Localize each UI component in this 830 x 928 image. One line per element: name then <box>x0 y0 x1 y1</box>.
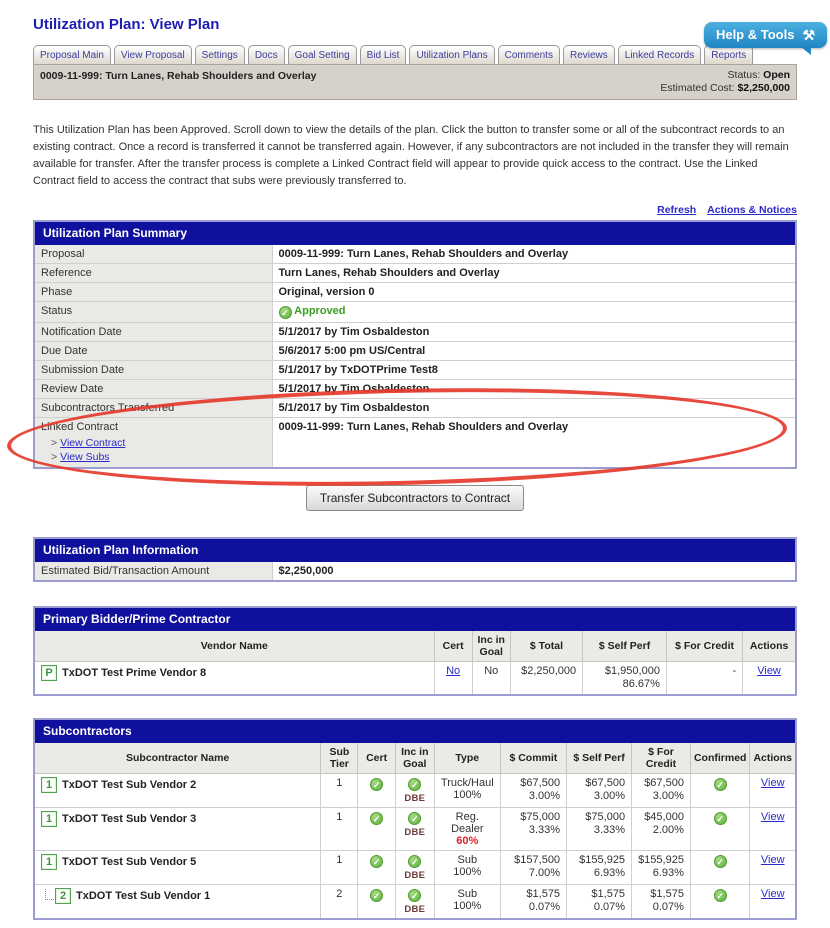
actions-notices-link[interactable]: Actions & Notices <box>707 204 797 217</box>
confirmed-check-icon <box>714 778 727 791</box>
col-self-perf: $ Self Perf <box>567 743 632 774</box>
status-value: Open <box>763 69 790 81</box>
table-row <box>34 245 796 264</box>
confirmed-check-icon <box>714 855 727 868</box>
col-vendor-name: Vendor Name <box>34 631 434 662</box>
col-subcontractor-name: Subcontractor Name <box>34 743 321 774</box>
confirmed-check-icon <box>714 812 727 825</box>
primary-bidder-title: Primary Bidder/Prime Contractor <box>34 607 796 631</box>
prime-vendor-row <box>34 662 796 696</box>
cert-check-icon <box>370 889 383 902</box>
primary-bidder-table <box>33 606 797 696</box>
link-prefix: > <box>51 437 58 450</box>
row-value: 5/1/2017 by Tim Osbaldeston <box>272 380 796 399</box>
inc-goal-check-icon <box>408 889 421 902</box>
tab-utilization-plans[interactable]: Utilization Plans <box>409 45 494 64</box>
sub-type: Sub 100% <box>434 885 500 920</box>
col-cert: Cert <box>434 631 472 662</box>
subcontractor-row <box>34 774 796 808</box>
sub-view-link[interactable]: View <box>760 888 785 901</box>
estimated-cost-value: $2,250,000 <box>737 82 790 94</box>
bottom-spacer <box>33 920 797 928</box>
col-actions: Actions <box>750 743 796 774</box>
sub-type: Sub 100% <box>434 851 500 885</box>
table-row <box>34 264 796 283</box>
sub-tier: 1 <box>321 774 358 808</box>
linked-contract-label: Linked Contract <box>41 421 119 434</box>
tab-reports[interactable]: Reports <box>704 45 753 64</box>
sub-for-credit: $1,575 0.07% <box>632 885 691 920</box>
subcontractors-title: Subcontractors <box>34 719 796 743</box>
sub-name: TxDOT Test Sub Vendor 5 <box>62 856 197 869</box>
dbe-tag: DBE <box>404 793 426 805</box>
utilization-plan-page <box>0 16 830 928</box>
subcontractor-row-tier2 <box>34 885 796 920</box>
tier-badge: 1 <box>41 811 57 827</box>
sub-commit: $157,500 7.00% <box>500 851 566 885</box>
row-value: Turn Lanes, Rehab Shoulders and Overlay <box>272 264 796 283</box>
sub-name-cell <box>34 808 321 851</box>
subcontractor-row <box>34 808 796 851</box>
proposal-status-block <box>660 69 790 95</box>
view-contract-link[interactable]: View Contract <box>60 437 126 450</box>
tab-docs[interactable]: Docs <box>248 45 285 64</box>
col-for-credit: $ For Credit <box>632 743 691 774</box>
row-label: Review Date <box>34 380 272 399</box>
intro-paragraph: This Utilization Plan has been Approved. Scroll down to view the details of the plan. Click the button to transfer some or all of the subcontract records to an existing contract. Once a record is transferred it cannot be transferred again. However, if any subcontractors are not included in the transfer they will remain available for transfer. After the transfer process is complete a Linked Contract field will appear to provide quick access to the contract. Use the Linked Contract field to access the contract that subs were previously transferred to. <box>33 124 789 188</box>
row-value: 0009-11-999: Turn Lanes, Rehab Shoulders and Overlay <box>272 245 796 264</box>
sub-for-credit: $67,500 3.00% <box>632 774 691 808</box>
sub-self-perf: $155,925 6.93% <box>567 851 632 885</box>
tab-linked-records[interactable]: Linked Records <box>618 45 701 64</box>
link-prefix: > <box>51 451 58 464</box>
table-row <box>34 283 796 302</box>
sub-commit: $1,575 0.07% <box>500 885 566 920</box>
row-value: 5/6/2017 5:00 pm US/Central <box>272 342 796 361</box>
sub-for-credit: $155,925 6.93% <box>632 851 691 885</box>
sub-name: TxDOT Test Sub Vendor 3 <box>62 813 197 826</box>
sub-name-cell <box>34 774 321 808</box>
sub-name: TxDOT Test Sub Vendor 2 <box>62 779 197 792</box>
prime-for-credit: - <box>666 662 742 696</box>
cert-check-icon <box>370 855 383 868</box>
utilization-plan-information-table <box>33 537 797 582</box>
sub-commit: $67,500 3.00% <box>500 774 566 808</box>
prime-vendor-name-cell <box>34 662 434 696</box>
tab-reviews[interactable]: Reviews <box>563 45 615 64</box>
sub-self-perf: $1,575 0.07% <box>567 885 632 920</box>
col-inc-in-goal: Inc in Goal <box>472 631 510 662</box>
tab-proposal-main[interactable]: Proposal Main <box>33 45 111 64</box>
tools-icon: ⚒ <box>802 26 815 43</box>
sub-tier: 1 <box>321 808 358 851</box>
sub-commit: $75,000 3.33% <box>500 808 566 851</box>
sub-self-perf: $67,500 3.00% <box>567 774 632 808</box>
utilization-plan-summary-table <box>33 220 797 469</box>
sub-name-cell <box>34 851 321 885</box>
information-title: Utilization Plan Information <box>34 538 796 562</box>
subcontractors-table <box>33 718 797 920</box>
table-row <box>34 399 796 418</box>
tier-badge: 2 <box>55 888 71 904</box>
col-total: $ Total <box>510 631 582 662</box>
self-perf-pct: 86.67% <box>622 678 660 691</box>
col-inc-in-goal: Inc in Goal <box>395 743 434 774</box>
row-label: Estimated Bid/Transaction Amount <box>34 562 272 582</box>
row-label: Reference <box>34 264 272 283</box>
table-row <box>34 361 796 380</box>
prime-badge: P <box>41 665 57 681</box>
col-commit: $ Commit <box>500 743 566 774</box>
prime-inc-in-goal: No <box>472 662 510 696</box>
col-confirmed: Confirmed <box>690 743 750 774</box>
linked-contract-row <box>34 418 796 469</box>
subcontractor-row <box>34 851 796 885</box>
cert-check-icon <box>370 812 383 825</box>
col-sub-tier: Sub Tier <box>321 743 358 774</box>
row-label: Phase <box>34 283 272 302</box>
approved-status-text: Approved <box>294 305 346 318</box>
self-perf-amount: $1,950,000 <box>604 665 660 678</box>
tab-view-proposal[interactable]: View Proposal <box>114 45 192 64</box>
approved-check-icon <box>279 306 292 319</box>
dbe-tag: DBE <box>404 870 426 882</box>
tab-goal-setting[interactable]: Goal Setting <box>288 45 357 64</box>
inc-goal-check-icon <box>408 778 421 791</box>
table-row <box>34 380 796 399</box>
table-row <box>34 342 796 361</box>
row-label: Notification Date <box>34 323 272 342</box>
row-label: Due Date <box>34 342 272 361</box>
view-subs-link[interactable]: View Subs <box>60 451 110 464</box>
table-row <box>34 323 796 342</box>
col-cert: Cert <box>358 743 395 774</box>
inc-goal-check-icon <box>408 855 421 868</box>
linked-contract-value: 0009-11-999: Turn Lanes, Rehab Shoulders and Overlay <box>272 418 796 469</box>
confirmed-check-icon <box>714 889 727 902</box>
col-self-perf: $ Self Perf <box>583 631 667 662</box>
dbe-tag: DBE <box>404 904 426 916</box>
row-value <box>272 302 796 323</box>
tab-settings[interactable]: Settings <box>195 45 245 64</box>
inc-goal-check-icon <box>408 812 421 825</box>
column-header-row <box>34 743 796 774</box>
prime-cert-link[interactable]: No <box>446 665 461 678</box>
sub-view-link[interactable]: View <box>760 854 785 867</box>
row-value: Original, version 0 <box>272 283 796 302</box>
prime-vendor-name: TxDOT Test Prime Vendor 8 <box>62 667 207 680</box>
sub-type: Reg. Dealer 60% <box>434 808 500 851</box>
tab-bid-list[interactable]: Bid List <box>360 45 407 64</box>
sub-name: TxDOT Test Sub Vendor 1 <box>76 890 211 903</box>
sub-view-link[interactable]: View <box>760 811 785 824</box>
row-label: Proposal <box>34 245 272 264</box>
sub-self-perf: $75,000 3.33% <box>567 808 632 851</box>
sub-view-link[interactable]: View <box>760 777 785 790</box>
proposal-header-bar <box>33 64 797 100</box>
table-row <box>34 302 796 323</box>
sub-for-credit: $45,000 2.00% <box>632 808 691 851</box>
row-label: Submission Date <box>34 361 272 380</box>
row-value: $2,250,000 <box>272 562 796 582</box>
cert-check-icon <box>370 778 383 791</box>
table-row <box>34 562 796 582</box>
page-title: Utilization Plan: View Plan <box>33 16 220 33</box>
summary-section <box>33 220 797 469</box>
estimated-cost-label: Estimated Cost: <box>660 82 735 94</box>
sub-tier: 1 <box>321 851 358 885</box>
sub-tier: 2 <box>321 885 358 920</box>
row-value: 5/1/2017 by Tim Osbaldeston <box>272 399 796 418</box>
tier-badge: 1 <box>41 854 57 870</box>
row-label: Status <box>34 302 272 323</box>
help-tools-button[interactable] <box>704 22 827 48</box>
row-value: 5/1/2017 by TxDOTPrime Test8 <box>272 361 796 380</box>
action-links <box>33 204 797 216</box>
sub-name-cell <box>34 885 321 920</box>
column-header-row <box>34 631 796 662</box>
sub-type: Truck/Haul 100% <box>434 774 500 808</box>
dbe-tag: DBE <box>404 827 426 839</box>
row-label: Subcontractors Transferred <box>34 399 272 418</box>
tree-connector-icon <box>45 889 54 900</box>
summary-title: Utilization Plan Summary <box>34 221 796 245</box>
tab-comments[interactable]: Comments <box>498 45 560 64</box>
col-actions: Actions <box>743 631 796 662</box>
tab-bar <box>33 45 797 64</box>
row-label <box>34 418 272 469</box>
tier-badge: 1 <box>41 777 57 793</box>
prime-total: $2,250,000 <box>510 662 582 696</box>
prime-self-perf <box>583 662 667 696</box>
refresh-link[interactable]: Refresh <box>657 204 697 217</box>
row-value: 5/1/2017 by Tim Osbaldeston <box>272 323 796 342</box>
col-type: Type <box>434 743 500 774</box>
status-label: Status: <box>727 69 761 81</box>
help-tools-label: Help & Tools <box>715 27 795 42</box>
proposal-title: 0009-11-999: Turn Lanes, Rehab Shoulders and Overlay <box>40 70 317 82</box>
col-for-credit: $ For Credit <box>666 631 742 662</box>
transfer-subcontractors-button[interactable]: Transfer Subcontractors to Contract <box>306 485 524 511</box>
prime-view-link[interactable]: View <box>757 665 781 678</box>
